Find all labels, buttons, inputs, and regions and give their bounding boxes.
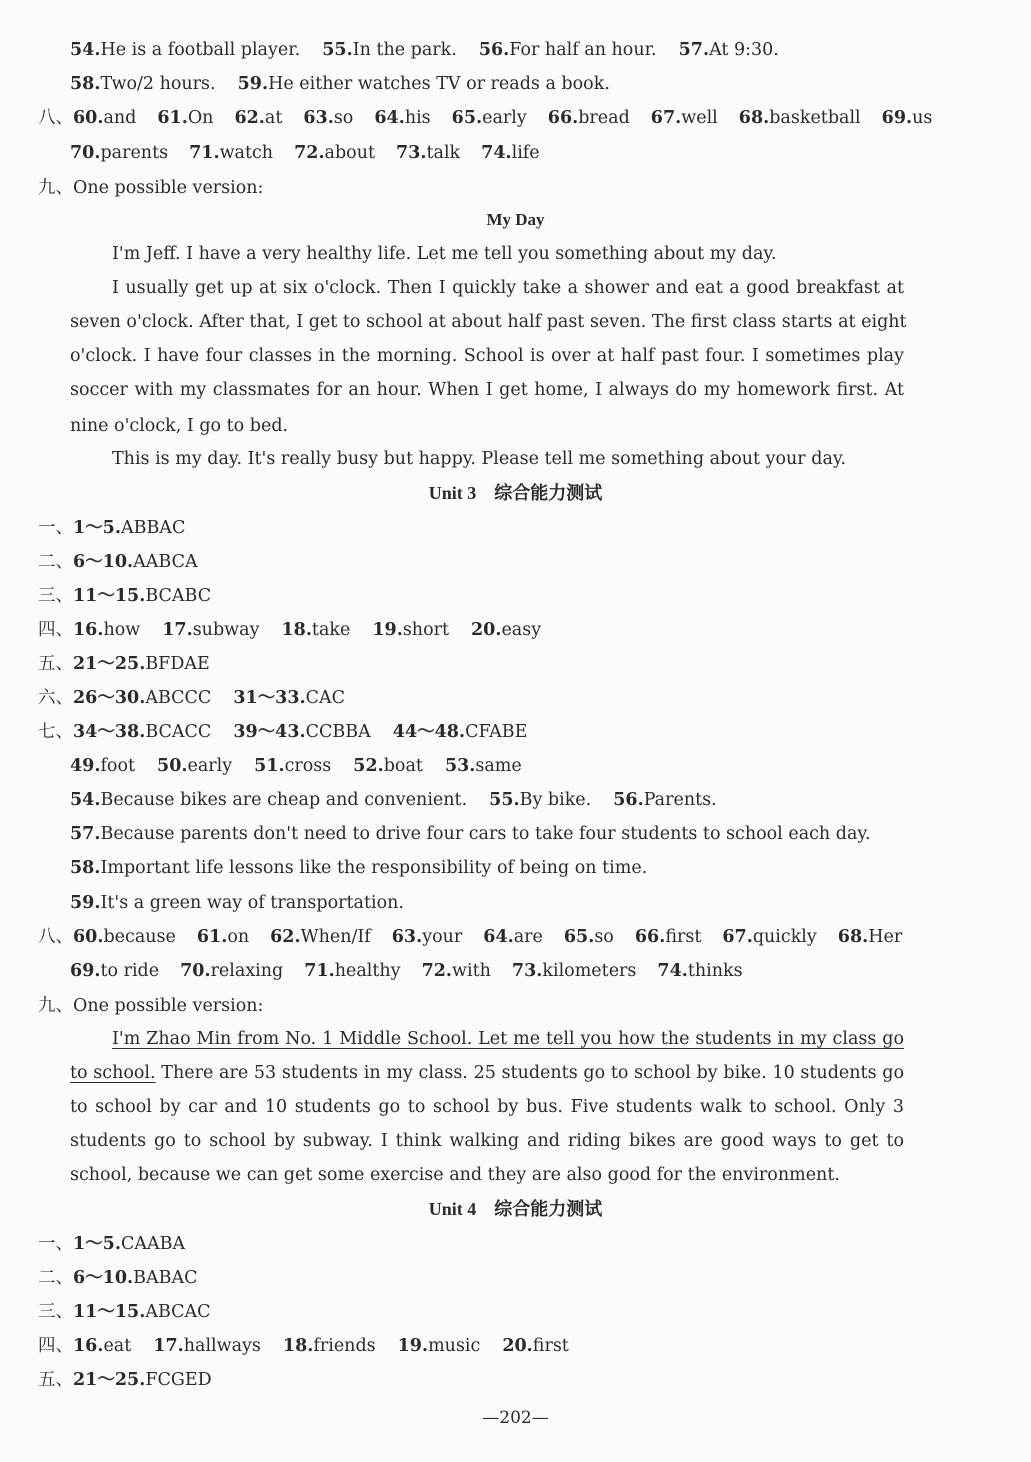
answer-text: In the park. <box>352 40 457 60</box>
answer-number: 58. <box>70 74 101 94</box>
answer-text: For half an hour. <box>509 40 657 60</box>
answer-number: 54. <box>70 790 101 810</box>
answer-text: early <box>187 756 233 776</box>
answer-text: are <box>513 927 543 947</box>
answer-item <box>613 790 716 810</box>
unit3-essay-line: to school by car and 10 students go to school by bus. Five students walk to school. Only 3 <box>70 1097 904 1117</box>
answer-text: eat <box>103 1336 132 1356</box>
section-8-line-1 <box>38 106 932 130</box>
answer-text: us <box>912 108 933 128</box>
answer-item <box>422 961 491 981</box>
essay-line: I usually get up at six o'clock. Then I quickly take a shower and eat a good breakfast at <box>112 278 904 298</box>
answer-number: 69. <box>881 108 913 128</box>
answer-item <box>398 1336 481 1356</box>
answer-item <box>283 1336 376 1356</box>
answer-text: When/If <box>300 927 371 947</box>
answer-number: 57. <box>678 40 710 60</box>
answer-text: relaxing <box>210 961 284 981</box>
answer-number: 55. <box>322 40 353 60</box>
answer-item <box>651 108 718 128</box>
answer-number: 34～38. <box>73 722 146 742</box>
answer-number: 64. <box>374 108 405 128</box>
answer-text: so <box>333 108 354 128</box>
answer-text: same <box>475 756 522 776</box>
answer-number: 61. <box>157 108 188 128</box>
unit3-section-8-line-2 <box>70 959 743 983</box>
answer-item <box>70 143 168 163</box>
answer-text: hallways <box>183 1336 261 1356</box>
section-9-intro: 九、One possible version: <box>38 178 264 198</box>
answer-item <box>270 927 371 947</box>
unit3-section-2: 二、6～10.AABCA <box>38 552 198 572</box>
section-label: 八、 <box>38 108 73 128</box>
answer-text: because <box>103 927 176 947</box>
answer-text: foot <box>100 756 136 776</box>
answer-number: 20. <box>502 1336 533 1356</box>
answer-item <box>548 108 630 128</box>
answer-item <box>70 40 300 60</box>
unit3-section-7: 七、34～38.BCACC 39～43.CCBBA 44～48.CFABE <box>38 722 528 742</box>
answer-number: 39～43. <box>233 722 306 742</box>
answer-number: 17. <box>153 1336 184 1356</box>
answer-number: 68. <box>837 927 869 947</box>
answer-text: first <box>665 927 702 947</box>
unit4-section-2: 二、6～10.BABAC <box>38 1268 198 1288</box>
unit4-section-4: 四、16.eat 17.hallways 18.friends 19.music 20.first <box>38 1336 569 1356</box>
answer-text: By bike. <box>519 790 592 810</box>
answer-text: boat <box>383 756 423 776</box>
answer-item <box>396 143 460 163</box>
unit4-section-3: 三、11～15.ABCAC <box>38 1302 211 1322</box>
answers-58-59 <box>70 72 610 96</box>
answer-number: 63. <box>303 108 334 128</box>
answer-item <box>70 790 467 810</box>
answer-number: 55. <box>489 790 520 810</box>
answer-text: to ride <box>100 961 160 981</box>
answer-item <box>70 74 216 94</box>
essay-line: seven o'clock. After that, I get to school at about half past seven. The first class starts at eight <box>70 312 907 332</box>
answer-text: BCACC <box>145 722 212 742</box>
answer-item <box>294 143 375 163</box>
answer-number: 62. <box>270 927 301 947</box>
unit3-section-1: 一、1～5.ABBAC <box>38 518 186 538</box>
answer-item <box>635 927 702 947</box>
answer-text: basketball <box>769 108 861 128</box>
answer-item <box>374 108 430 128</box>
answer-text: parents <box>100 143 169 163</box>
answer-item <box>254 756 331 776</box>
answer-text: so <box>594 927 614 947</box>
answer-number: 18. <box>282 1336 314 1356</box>
unit3-section-5: 五、21～25.BFDAE <box>38 654 210 674</box>
answer-number: 44～48. <box>392 722 466 742</box>
answer-text: He either watches TV or reads a book. <box>268 74 610 94</box>
answer-item <box>739 108 861 128</box>
answer-number: 53. <box>444 756 476 776</box>
answer-item <box>657 961 742 981</box>
answer-text: subway <box>192 620 260 640</box>
answer-text: about <box>324 143 376 163</box>
unit4-section-5: 五、21～25.FCGED <box>38 1370 212 1390</box>
answer-number: 65. <box>451 108 483 128</box>
answer-number: 49. <box>70 756 101 776</box>
answer-item <box>483 927 543 947</box>
essay-line: soccer with my classmates for an hour. When I get home, I always do my homework first. At <box>70 380 904 400</box>
answer-text: CCBBA <box>305 722 371 742</box>
answer-number: 20. <box>471 620 502 640</box>
answer-text: early <box>482 108 527 128</box>
answer-number: 70. <box>180 961 211 981</box>
answer-item <box>445 756 522 776</box>
answer-number: 16. <box>73 1336 104 1356</box>
answer-number: 17. <box>162 620 193 640</box>
answer-number: 56. <box>613 790 644 810</box>
answer-number: 72. <box>294 143 325 163</box>
answer-text: music <box>428 1336 481 1356</box>
answer-item <box>189 143 273 163</box>
answer-item <box>322 40 457 60</box>
answer-number: 67. <box>650 108 682 128</box>
answer-item <box>73 108 136 128</box>
answer-text: cross <box>284 756 332 776</box>
essay-line: This is my day. It's really busy but happy. Please tell me something about your day. <box>112 449 847 469</box>
answer-number: 74. <box>657 961 688 981</box>
unit3-answer-59: 59.It's a green way of transportation. <box>70 893 404 913</box>
answer-text: watch <box>219 143 274 163</box>
answer-text: On <box>187 108 214 128</box>
answer-text: CAC <box>305 688 346 708</box>
unit3-answer-58: 58.Important life lessons like the responsibility of being on time. <box>70 858 648 878</box>
unit3-answers-49-53 <box>70 754 522 778</box>
unit3-essay-line: students go to school by subway. I think walking and riding bikes are good ways to get to <box>70 1131 904 1151</box>
answer-number: 65. <box>563 927 595 947</box>
answer-item <box>489 790 591 810</box>
answer-number: 50. <box>157 756 188 776</box>
answer-item <box>70 961 159 981</box>
unit-3-title: Unit 3 综合能力测试 <box>428 483 603 503</box>
answer-text: short <box>402 620 449 640</box>
answer-item <box>452 108 527 128</box>
answer-text: your <box>422 927 463 947</box>
answer-number: 64. <box>483 927 514 947</box>
answer-number: 74. <box>481 143 512 163</box>
answer-number: 54. <box>70 40 101 60</box>
answer-item <box>372 620 449 640</box>
answer-item <box>502 1336 569 1356</box>
answer-text: on <box>227 927 250 947</box>
answer-item <box>564 927 614 947</box>
answer-item <box>838 927 902 947</box>
answer-number: 56. <box>478 40 510 60</box>
answers-54-57 <box>70 38 779 62</box>
answer-item <box>70 756 135 776</box>
answer-item <box>479 40 657 60</box>
answer-item <box>393 722 528 742</box>
answer-text: well <box>681 108 718 128</box>
answer-text: easy <box>501 620 542 640</box>
answer-number: 70. <box>70 143 101 163</box>
answer-number: 66. <box>547 108 579 128</box>
unit3-essay-line: to school. There are 53 students in my class. 25 students go to school by bike. 10 students go <box>70 1063 904 1083</box>
answer-item <box>73 927 176 947</box>
answer-text: life <box>511 143 540 163</box>
essay-line: o'clock. I have four classes in the morning. School is over at half past four. I sometimes play <box>70 346 904 366</box>
answer-text: talk <box>426 143 461 163</box>
answer-number: 69. <box>70 961 101 981</box>
answer-number: 72. <box>421 961 453 981</box>
answer-text: his <box>404 108 431 128</box>
unit3-essay-line: school, because we can get some exercise and they are also good for the environment. <box>70 1165 840 1185</box>
unit3-section-6: 六、26～30.ABCCC 31～33.CAC <box>38 688 346 708</box>
answer-number: 19. <box>372 620 403 640</box>
answer-number: 71. <box>189 143 220 163</box>
answer-text: healthy <box>334 961 401 981</box>
answer-item <box>73 722 211 742</box>
answer-number: 51. <box>254 756 285 776</box>
unit3-answers-54-56 <box>70 788 717 812</box>
answer-text: with <box>452 961 491 981</box>
answer-number: 71. <box>304 961 335 981</box>
answer-number: 62. <box>234 108 265 128</box>
answer-item <box>157 108 213 128</box>
answer-item <box>481 143 539 163</box>
answer-number: 52. <box>353 756 384 776</box>
answer-text: at <box>264 108 283 128</box>
answer-text: CFABE <box>465 722 528 742</box>
answer-text: and <box>103 108 137 128</box>
answer-number: 26～30. <box>73 688 146 708</box>
answer-item <box>353 756 423 776</box>
essay-line: nine o'clock, I go to bed. <box>70 416 289 436</box>
section-label: 九、 <box>38 178 73 198</box>
answer-text: first <box>532 1336 569 1356</box>
answer-text: bread <box>578 108 630 128</box>
answer-text: kilometers <box>542 961 637 981</box>
answer-item <box>471 620 541 640</box>
answer-text: At 9:30. <box>709 40 779 60</box>
answer-text: how <box>103 620 141 640</box>
answer-number: 19. <box>397 1336 429 1356</box>
answer-text: take <box>311 620 351 640</box>
answer-text: friends <box>313 1336 376 1356</box>
answer-item <box>233 722 370 742</box>
answer-text: Parents. <box>643 790 717 810</box>
unit3-section-4: 四、16.how 17.subway 18.take 19.short 20.easy <box>38 620 542 640</box>
answer-text: thinks <box>687 961 743 981</box>
answer-number: 61. <box>196 927 228 947</box>
essay-title: My Day <box>486 210 545 229</box>
answer-number: 73. <box>396 143 427 163</box>
page-number: —202— <box>482 1408 549 1428</box>
answer-item <box>73 688 211 708</box>
unit-4-title: Unit 4 综合能力测试 <box>428 1199 603 1219</box>
essay-line: I'm Jeff. I have a very healthy life. Let me tell you something about my day. <box>112 244 777 264</box>
answer-item <box>303 108 353 128</box>
answer-item <box>73 1336 131 1356</box>
answer-text: ABCCC <box>145 688 212 708</box>
answer-item <box>180 961 283 981</box>
answer-text: Two/2 hours. <box>100 74 216 94</box>
answer-number: 31～33. <box>233 688 306 708</box>
answer-item <box>233 688 345 708</box>
answer-number: 60. <box>73 927 104 947</box>
unit3-section-3: 三、11～15.BCABC <box>38 586 212 606</box>
answer-number: 73. <box>511 961 543 981</box>
answer-item <box>679 40 779 60</box>
answer-number: 68. <box>738 108 770 128</box>
unit3-essay-line: I'm Zhao Min from No. 1 Middle School. Let me tell you how the students in my class go <box>112 1029 904 1049</box>
answer-text: Because bikes are cheap and convenient. <box>100 790 468 810</box>
answer-text: quickly <box>752 927 817 947</box>
answer-item <box>197 927 249 947</box>
unit4-section-1: 一、1～5.CAABA <box>38 1234 186 1254</box>
unit3-section-8-line-1: 八、60.because 61.on 62.When/If 63.your 64.are 65.so 66.first 67.quickly 68.Her <box>38 927 903 947</box>
answer-number: 16. <box>73 620 104 640</box>
answer-item <box>882 108 933 128</box>
answer-number: 66. <box>634 927 666 947</box>
answer-item <box>238 74 610 94</box>
answer-item <box>162 620 259 640</box>
answer-number: 67. <box>722 927 753 947</box>
answer-number: 18. <box>281 620 312 640</box>
answer-item <box>234 108 282 128</box>
answer-item <box>512 961 636 981</box>
unit3-answer-57: 57.Because parents don't need to drive four cars to take four students to school each day. <box>70 824 871 844</box>
answer-item <box>722 927 816 947</box>
answer-text: Her <box>868 927 903 947</box>
answer-number: 59. <box>237 74 269 94</box>
answer-number: 60. <box>73 108 104 128</box>
answer-text: He is a football player. <box>100 40 301 60</box>
answer-item <box>153 1336 261 1356</box>
answer-item <box>157 756 232 776</box>
answer-number: 63. <box>391 927 423 947</box>
answer-item <box>73 620 140 640</box>
unit3-section-9-intro: 九、One possible version: <box>38 996 264 1016</box>
answer-item <box>281 620 350 640</box>
section-8-line-2 <box>70 141 540 165</box>
answer-item <box>304 961 400 981</box>
answer-item <box>392 927 463 947</box>
